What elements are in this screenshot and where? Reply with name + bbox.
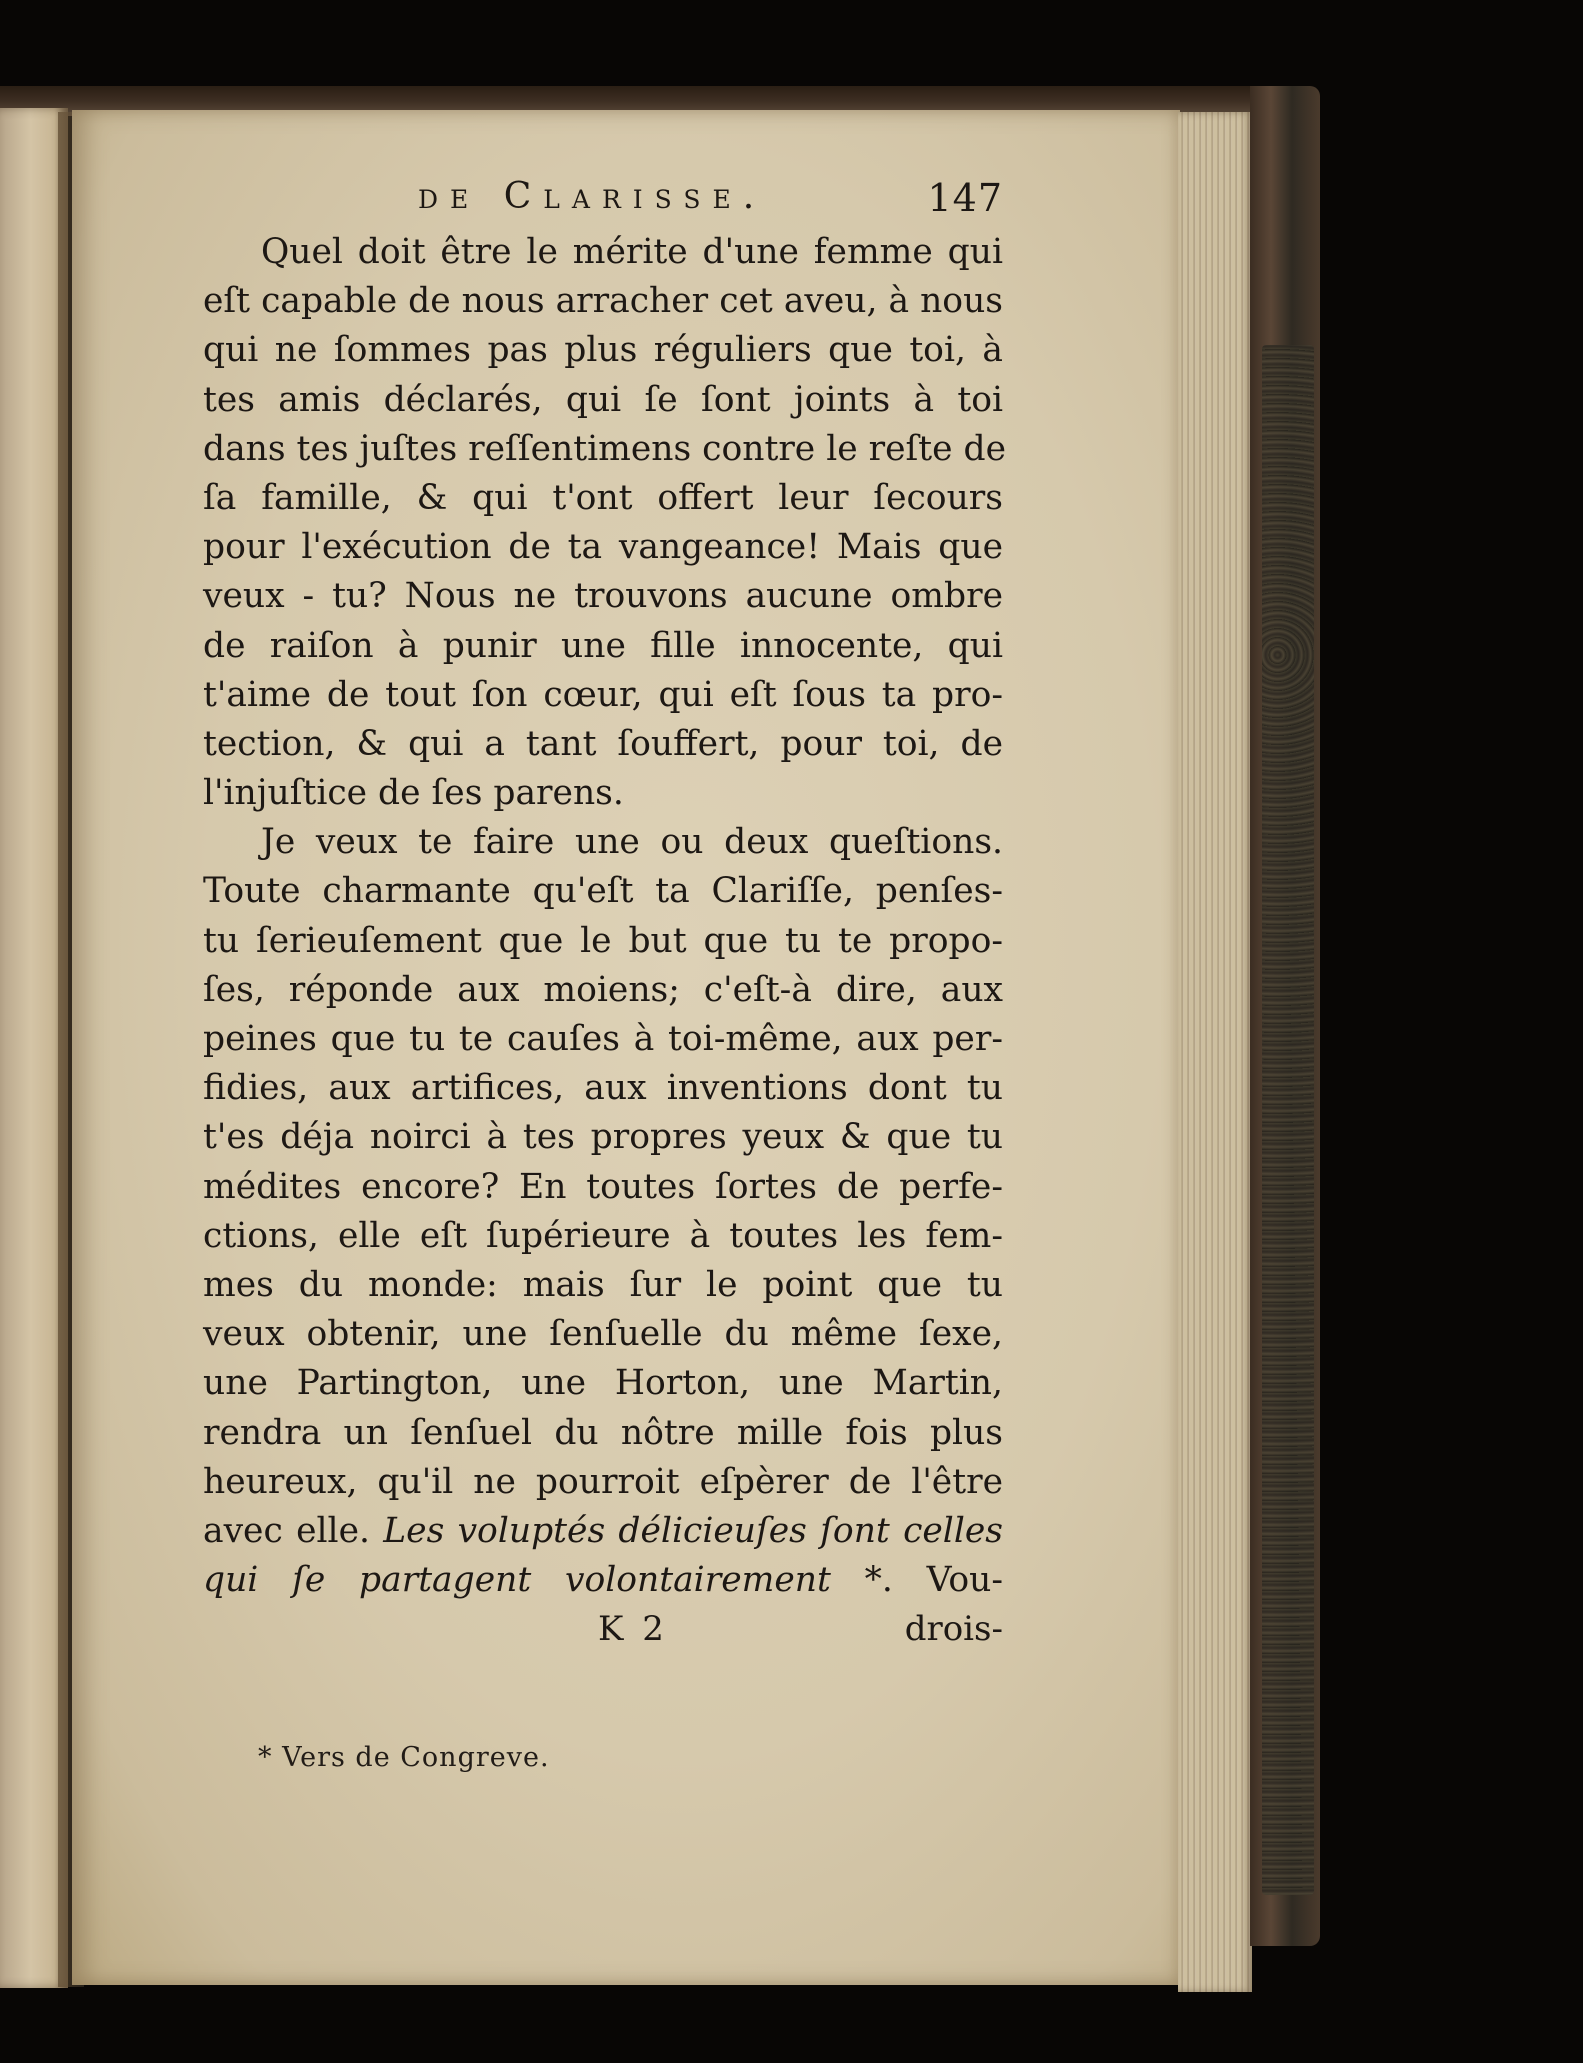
paragraph-1 bbox=[203, 228, 1007, 818]
text-line: mes du monde: mais ſur le point que tu bbox=[203, 1264, 1003, 1305]
signature-mark: K 2 bbox=[598, 1609, 668, 1650]
paragraph-2 bbox=[203, 818, 1003, 1605]
text-line: veux obtenir, une ſenſuelle du même ſexe, bbox=[203, 1314, 1003, 1355]
text-line-mixed bbox=[203, 1507, 1003, 1556]
text-line: fidies, aux artifices, aux inventions dont tu bbox=[203, 1068, 1003, 1109]
text-line: Je veux te faire une ou deux queſtions. bbox=[261, 822, 1003, 863]
running-head bbox=[203, 168, 1003, 228]
text-line-mixed bbox=[203, 1556, 1003, 1605]
text-line: l'injuſtice de ſes parens. bbox=[203, 773, 624, 814]
text-line: Quel doit être le mérite d'une femme qui bbox=[261, 232, 1003, 272]
italic-quote: qui ſe partagent volontairement bbox=[203, 1560, 831, 1601]
page-text-block bbox=[203, 168, 1007, 1655]
cover-marbling bbox=[1262, 345, 1314, 1895]
text-line: ctions, elle eſt ſupérieure à toutes les fem- bbox=[203, 1215, 1003, 1256]
text-line: eſt capable de nous arracher cet aveu, à nous bbox=[203, 281, 1003, 322]
text-line: tection, & qui a tant ſouffert, pour toi, de bbox=[203, 723, 1003, 764]
text-line: heureux, qu'il ne pourroit eſpèrer de l'être bbox=[203, 1461, 1003, 1502]
text-line: t'es déja noirci à tes propres yeux & que tu bbox=[203, 1117, 1003, 1158]
text-line: une Partington, une Horton, une Martin, bbox=[203, 1363, 1003, 1404]
text-line: Toute charmante qu'eſt ta Clariſſe, penſes- bbox=[203, 871, 1003, 912]
footnote: * Vers de Congreve. bbox=[258, 1742, 550, 1773]
text-line: tu ſerieuſement que le but que tu te propo- bbox=[203, 920, 1003, 961]
text-line: qui ne ſommes pas plus réguliers que toi, à bbox=[203, 330, 1003, 371]
text-line: médites encore? En toutes ſortes de perfe- bbox=[203, 1166, 1003, 1207]
fore-edge-pages bbox=[1178, 112, 1252, 1992]
text-line: t'aime de tout ſon cœur, qui eſt ſous ta pro- bbox=[203, 674, 1003, 715]
text-line: ſa famille, & qui t'ont offert leur ſecours bbox=[203, 477, 1003, 518]
roman-text: avec elle. bbox=[203, 1510, 370, 1551]
catchword: drois- bbox=[904, 1609, 1003, 1650]
text-line: dans tes juſtes reſſentimens contre le reſte de bbox=[203, 428, 1007, 469]
text-line: tes amis déclarés, qui ſe ſont joints à toi bbox=[203, 379, 1003, 420]
italic-quote: Les voluptés délicieuſes ſont celles bbox=[383, 1510, 1003, 1551]
text-line: peines que tu te cauſes à toi-même, aux per- bbox=[203, 1019, 1003, 1059]
text-line: rendra un ſenſuel du nôtre mille fois plus bbox=[203, 1412, 1003, 1453]
signature-row bbox=[203, 1605, 1003, 1655]
running-title: de Clarisse. bbox=[418, 176, 767, 217]
text-line: pour l'exécution de ta vangeance! Mais que bbox=[203, 527, 1003, 568]
text-line: veux - tu? Nous ne trouvons aucune ombre bbox=[203, 576, 1003, 617]
roman-text: *. Vou- bbox=[864, 1560, 1003, 1601]
text-line: ſes, réponde aux moiens; c'eſt-à dire, aux bbox=[203, 969, 1003, 1010]
page-number: 147 bbox=[927, 176, 1003, 220]
text-line: de raiſon à punir une fille innocente, qui bbox=[203, 625, 1003, 666]
